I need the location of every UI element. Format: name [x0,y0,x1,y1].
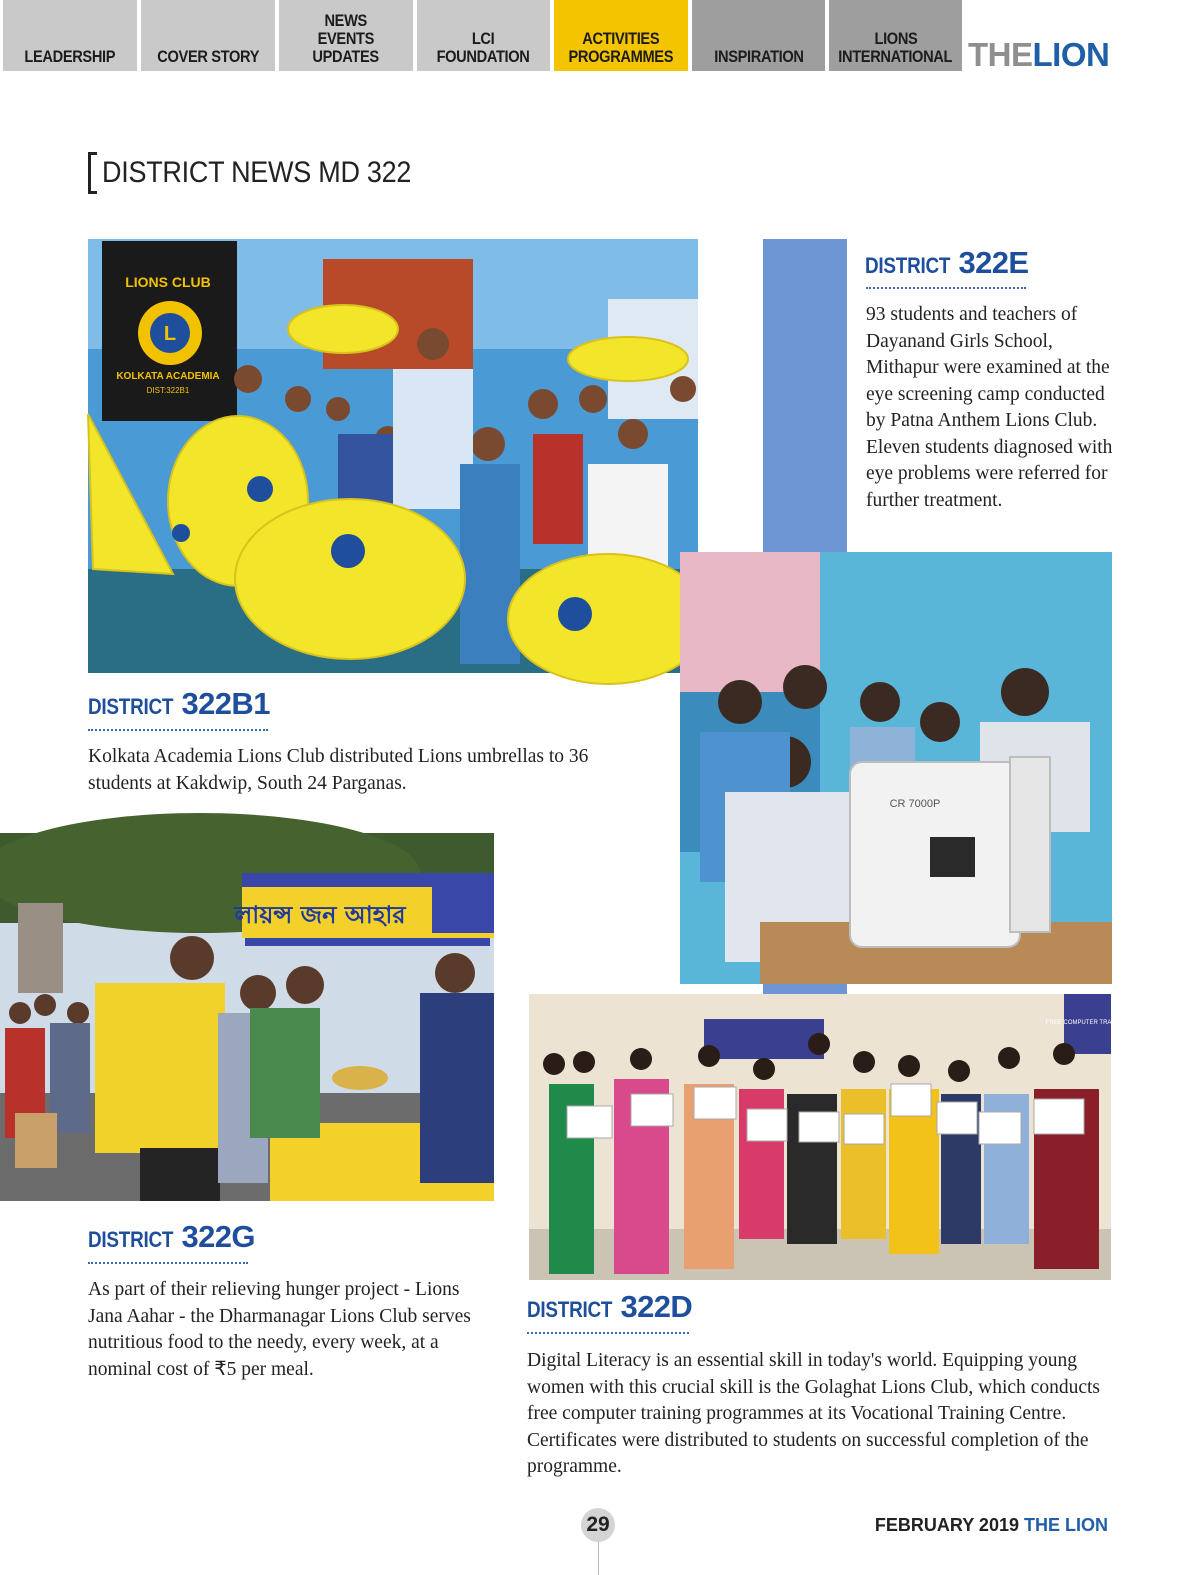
magazine-logo [968,36,1109,74]
section-heading [88,152,446,194]
page-divider [598,1542,599,1575]
banner-club-text: LIONS CLUB [125,274,211,290]
district-322d-text: Digital Literacy is an essential skill in today's world. Equipping young women with this crucial skill is the Golaghat Lions Club, which conducts free computer training programmes at its Vocational Training Centre. Certificates were distributed to students on successful completion of the programme. [527,1350,1101,1477]
banner-dist-text: DIST:322B1 [146,386,190,395]
section-title: DISTRICT NEWS MD 322 [102,156,412,189]
district-322b1-heading: DISTRICT 322B1 [88,686,270,721]
photo-eye-screening [680,552,1112,984]
heading-underline [527,1332,689,1334]
page-number: 29 [581,1508,615,1542]
district-322d-heading: DISTRICT 322D [527,1289,693,1324]
photo-umbrella-distribution [88,239,698,673]
section-nav [0,0,966,72]
district-322g-heading: DISTRICT 322G [88,1219,255,1254]
tab-news-events-updates[interactable]: NEWS EVENTS UPDATES [279,0,413,71]
heading-underline [866,287,1026,289]
svg-text:L: L [163,323,177,345]
tab-leadership[interactable]: LEADERSHIP [3,0,137,71]
photo-food-stall [0,833,494,1201]
tab-cover-story[interactable]: COVER STORY [141,0,275,71]
logo-the: THE [968,36,1033,73]
machine-label: CR 7000P [889,798,941,810]
heading-underline [88,1262,248,1264]
bracket-mark [88,152,97,194]
district-322b1-text: Kolkata Academia Lions Club distributed Lions umbrellas to 36 students at Kakdwip, South 24 Parganas. [88,746,589,794]
tab-lions-international[interactable]: LIONS INTERNATIONAL [829,0,962,71]
district-322e-text: 93 students and teachers of Dayanand Girls School, Mithapur were examined at the eye screening camp conducted by Patna Anthem Lions Club. Eleven students diagnosed with eye problems were referred for further treatment. [866,304,1113,511]
tab-lci-foundation[interactable]: LCI FOUNDATION [417,0,550,71]
footer-issue: FEBRUARY 2019 THE LION [874,1515,1108,1535]
training-sign-text: FREE COMPUTER TRAINING [1045,1020,1129,1026]
stall-sign-text: লায়ন্স জন আহার [234,901,406,929]
banner-name-text: KOLKATA ACADEMIA [116,371,220,382]
heading-underline [88,729,268,731]
district-322g-text: As part of their relieving hunger project - Lions Jana Aahar - the Dharmanagar Lions Club serves nutritious food to the needy, every week, at a nominal cost of ₹5 per meal. [88,1279,471,1380]
tab-inspiration[interactable]: INSPIRATION [692,0,825,71]
tab-activities-programmes[interactable]: ACTIVITIES PROGRAMMES [554,0,688,71]
photo-certificate-distribution [529,994,1129,1280]
logo-lion: LION [1032,36,1110,73]
district-322e-heading: DISTRICT 322E [865,245,1029,280]
